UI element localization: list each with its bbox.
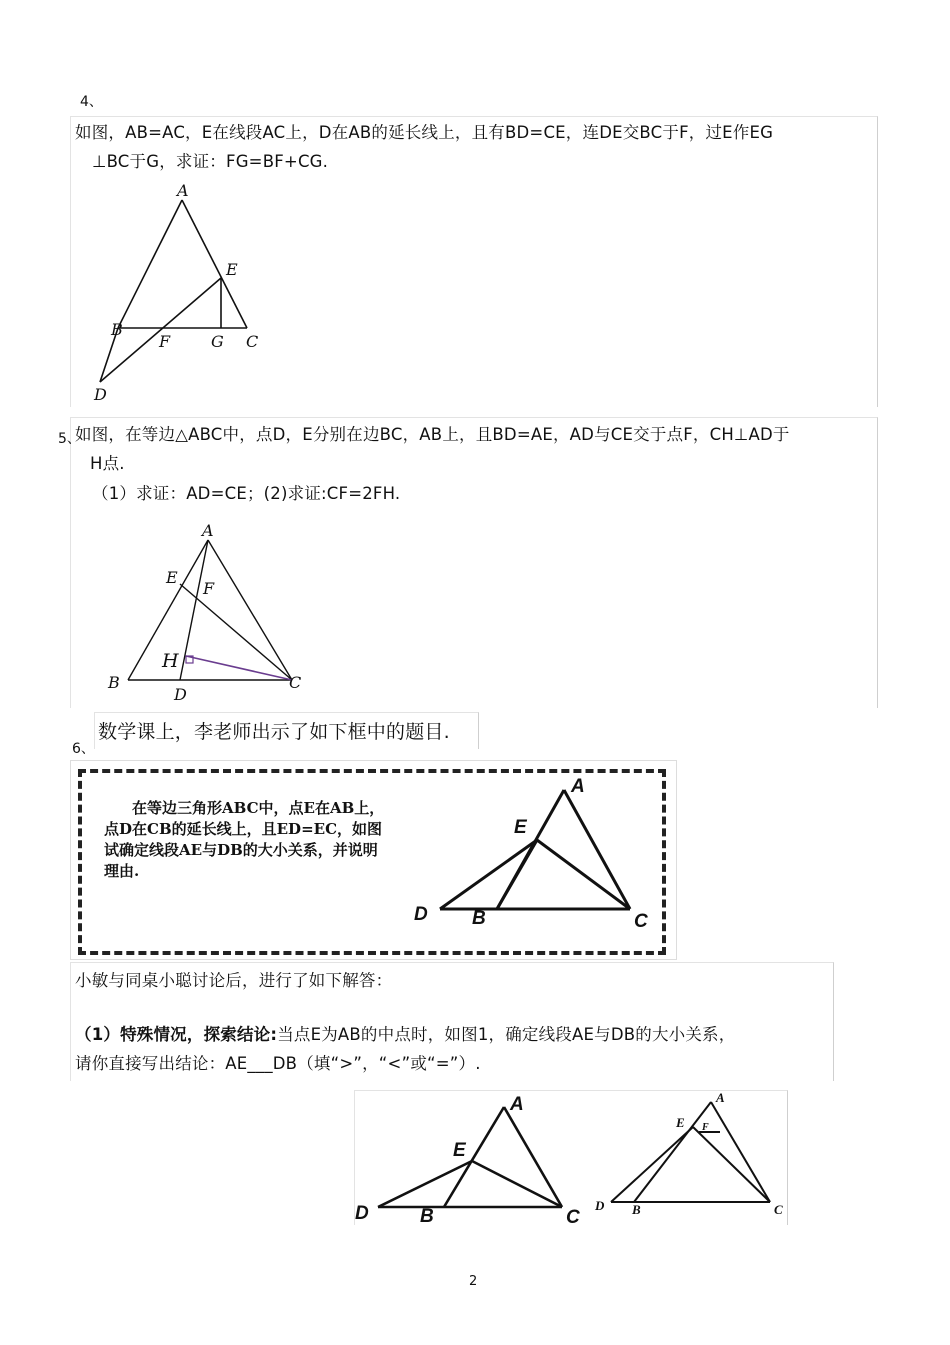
question-5-line2: H点.	[90, 454, 125, 473]
q6-fig1-label-E: E	[453, 1140, 466, 1161]
q5-label-F: F	[203, 579, 215, 598]
q5-label-B: B	[108, 673, 120, 692]
question-5-line3: （1）求证：AD=CE；(2)求证:CF=2FH.	[92, 484, 401, 503]
q6-fig1-label-A: A	[510, 1094, 524, 1115]
q6-fig2-label-E: E	[676, 1115, 685, 1130]
q6-box-line4: 理由.	[104, 862, 140, 880]
q6-box-line2: 点D在CB的延长线上，且ED=EC，如图	[104, 820, 383, 838]
q6-fig1-label-D: D	[355, 1203, 369, 1224]
q4-label-D: D	[94, 385, 107, 404]
q6-fig2-label-D: D	[595, 1198, 605, 1213]
page-number: 2	[469, 1274, 478, 1289]
q6-box-label-A: A	[571, 776, 585, 797]
q6-fig1-label-C: C	[566, 1207, 580, 1228]
q6-part1-rest: 当点E为AB的中点时，如图1，确定线段AE与DB的大小关系，	[277, 1025, 736, 1044]
q6-box-label-D: D	[414, 904, 428, 925]
q6-part1-bold: （1）特殊情况，探索结论:	[75, 1025, 278, 1044]
question-6-number: 6、	[72, 741, 95, 757]
q6-fig2-label-B: B	[632, 1202, 641, 1217]
q5-label-A: A	[202, 521, 214, 540]
q4-label-F: F	[159, 332, 171, 351]
question-4-line2: ⊥BC于G，求证：FG=BF+CG.	[92, 152, 329, 171]
q6-fig2-label-C: C	[774, 1202, 783, 1217]
q4-label-C: C	[246, 332, 259, 351]
q6-fig1-label-B: B	[420, 1206, 434, 1227]
q6-box-label-B: B	[472, 908, 486, 929]
q6-fig2-label-A: A	[716, 1090, 725, 1105]
q4-label-B: B	[111, 320, 123, 339]
q6-box-line1: 在等边三角形ABC中，点E在AB上，	[132, 799, 385, 817]
q6-discussion: 小敏与同桌小聪讨论后，进行了如下解答：	[75, 971, 393, 990]
q4-label-A: A	[177, 181, 189, 200]
q6-box-label-E: E	[514, 817, 527, 838]
question-6-intro: 数学课上，李老师出示了如下框中的题目.	[98, 721, 450, 743]
q5-label-D: D	[174, 685, 187, 704]
q5-label-E: E	[166, 568, 178, 587]
q6-part1-line2: 请你直接写出结论：AE___DB（填“>”，“<”或“=”）.	[75, 1054, 481, 1073]
q5-label-H: H	[162, 650, 179, 672]
q6-fig2-label-F: F	[702, 1122, 709, 1133]
q5-label-C: C	[289, 673, 302, 692]
question-4-number: 4、	[80, 94, 103, 110]
q6-box-line3: 试确定线段AE与DB的大小关系，并说明	[104, 841, 378, 859]
q4-label-E: E	[226, 260, 238, 279]
q4-label-G: G	[211, 332, 224, 351]
question-4-line1: 如图，AB=AC，E在线段AC上，D在AB的延长线上，且有BD=CE，连DE交BC于F，过E作EG	[75, 123, 774, 142]
question-5-line1: 如图，在等边△ABC中，点D，E分别在边BC，AB上，且BD=AE，AD与CE交于点F，CH⊥AD于	[75, 425, 790, 444]
question-5-number: 5、	[58, 431, 81, 447]
q6-box-label-C: C	[634, 911, 648, 932]
